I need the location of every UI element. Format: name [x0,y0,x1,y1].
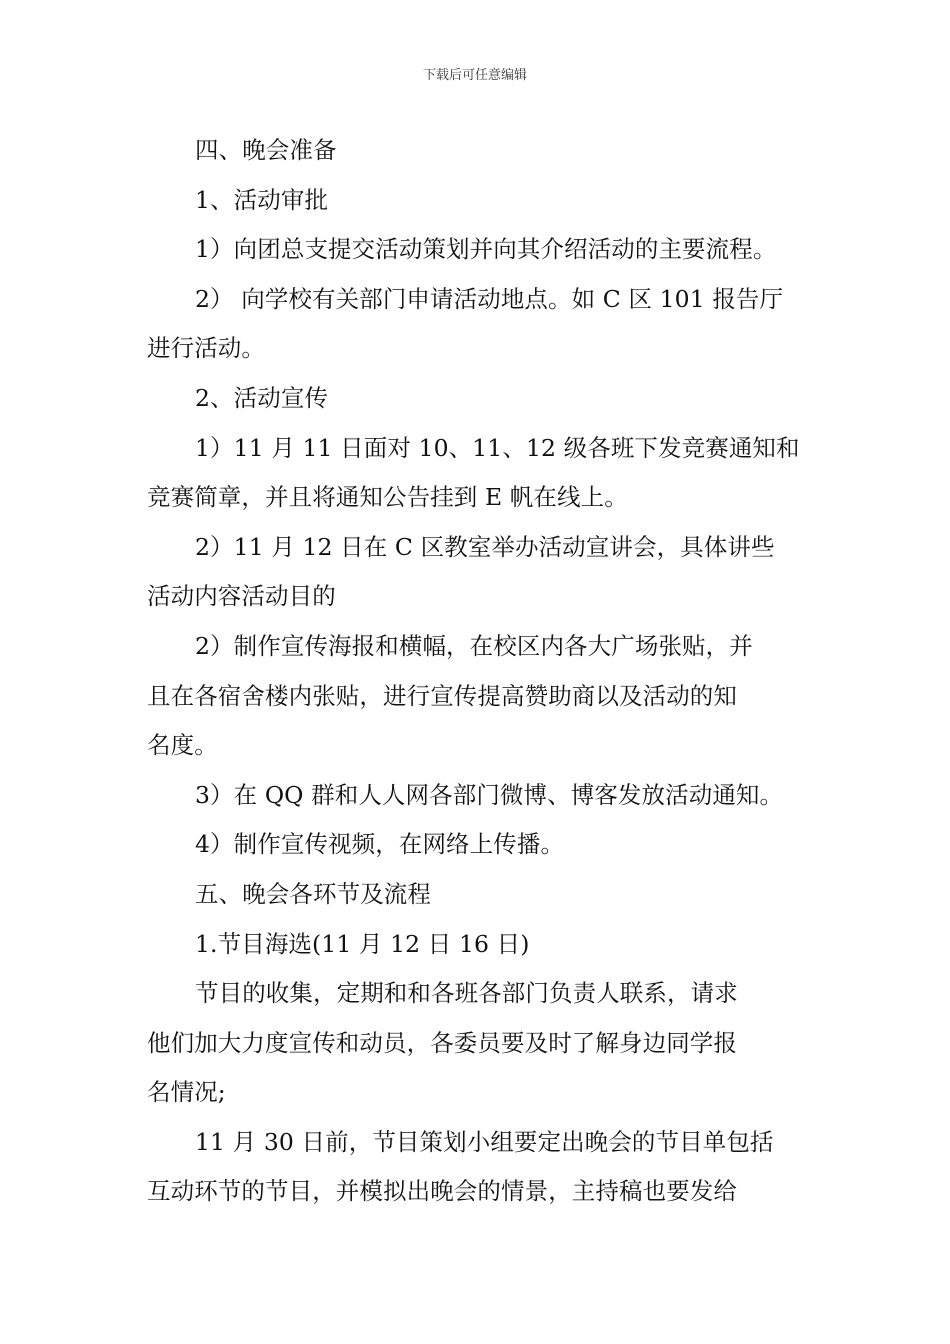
text-line: 2）11 月 12 日在 C 区教室举办活动宣讲会，具体讲些 [195,532,775,561]
text-line: 互动环节的节目，并模拟出晚会的情景，主持稿也要发给 [147,1177,737,1206]
document-body [147,126,807,1217]
text-line: 竞赛简章，并且将通知公告挂到 E 帆在线上。 [147,483,628,512]
text-line: 且在各宿舍楼内张贴，进行宣传提高赞助商以及活动的知 [147,681,737,710]
text-line: 名度。 [147,731,218,760]
text-line: 4）制作宣传视频，在网络上传播。 [195,830,565,859]
page-header: 下载后可任意编辑 [422,68,527,83]
text-line: 2、活动宣传 [195,383,329,412]
text-line: 1、活动审批 [195,185,329,214]
text-line: 他们加大力度宣传和动员，各委员要及时了解身边同学报 [147,1028,737,1057]
text-line: 11 月 30 日前，节目策划小组要定出晚会的节目单包括 [195,1127,774,1156]
text-line: 1）11 月 11 日面对 10、11、12 级各班下发竞赛通知和 [195,433,800,462]
text-line: 四、晚会准备 [195,136,337,164]
text-line: 1）向团总支提交活动策划并向其介绍活动的主要流程。 [195,235,777,264]
text-line: 1.节目海选(11 月 12 日 16 日) [195,929,530,958]
text-line: 2）制作宣传海报和横幅，在校区内各大广场张贴，并 [195,631,753,660]
text-line: 进行活动。 [147,334,265,363]
text-line: 3）在 QQ 群和人人网各部门微博、博客发放活动通知。 [195,780,784,809]
text-line: 名情况; [147,1078,226,1107]
text-line: 五、晚会各环节及流程 [195,879,431,908]
text-line: 活动内容活动目的 [147,582,336,611]
text-line: 2） 向学校有关部门申请活动地点。如 C 区 101 报告厅 [195,284,784,313]
text-line: 节目的收集，定期和和各班各部门负责人联系，请求 [195,979,738,1008]
